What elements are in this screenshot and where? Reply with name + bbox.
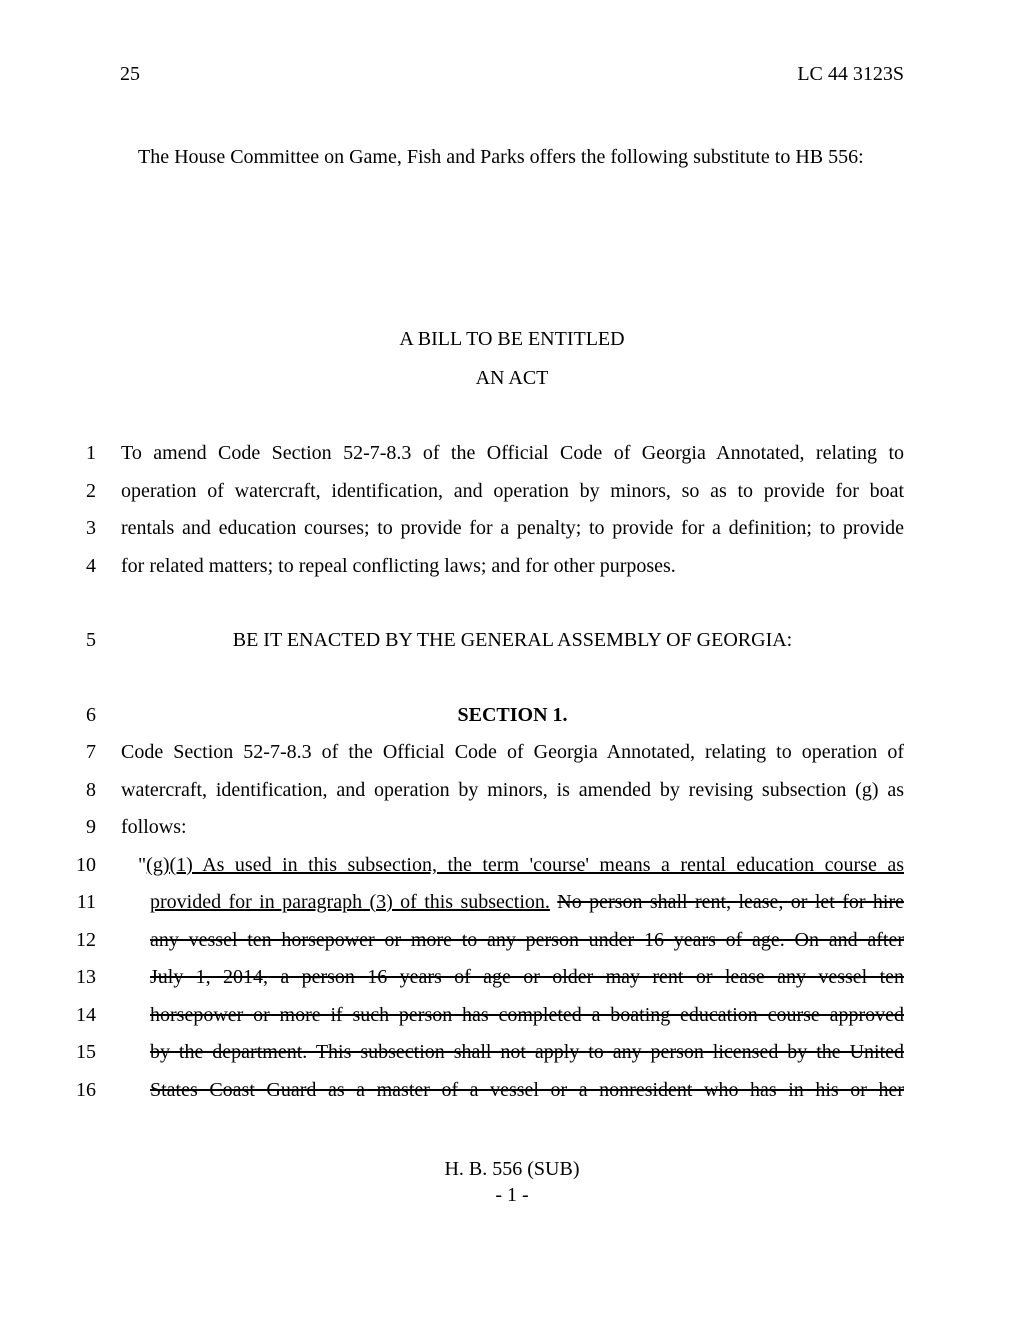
line-number: 6 <box>86 704 96 726</box>
footer-bill-number: H. B. 556 (SUB) <box>444 1158 580 1180</box>
line-number: 9 <box>86 816 96 838</box>
line-number: 3 <box>86 517 96 539</box>
line-number: 1 <box>86 442 96 464</box>
line-number: 7 <box>86 741 96 763</box>
line-number: 8 <box>86 779 96 801</box>
deleted-text: by the department. This subsection shall not apply to any person licensed by the United <box>150 1041 904 1063</box>
caption-line: operation of watercraft, identification, and operation by minors, so as to provide for boat <box>121 480 904 502</box>
line-number: 14 <box>76 1004 96 1026</box>
amendment-line <box>150 891 904 917</box>
line-number: 11 <box>76 891 96 913</box>
body-line: Code Section 52-7-8.3 of the Official Code of Georgia Annotated, relating to operation of <box>121 741 904 763</box>
inserted-text: provided for in paragraph (3) of this subsection. <box>150 891 550 913</box>
footer-page-number: - 1 - <box>495 1184 529 1206</box>
line-number: 12 <box>76 929 96 951</box>
deleted-text: July 1, 2014, a person 16 years of age or older may rent or lease any vessel ten <box>150 966 904 988</box>
line-number: 5 <box>86 629 96 651</box>
enacting-clause: BE IT ENACTED BY THE GENERAL ASSEMBLY OF GEORGIA: <box>232 629 793 651</box>
caption-line: rentals and education courses; to provide for a penalty; to provide for a definition; to provide <box>121 517 904 539</box>
deleted-text: any vessel ten horsepower or more to any person under 16 years of age. On and after <box>150 929 904 951</box>
line-number: 10 <box>76 854 96 876</box>
body-line: watercraft, identification, and operation by minors, is amended by revising subsection (g) as <box>121 779 904 801</box>
caption-line: for related matters; to repeal conflicting laws; and for other purposes. <box>121 555 676 577</box>
line-number: 13 <box>76 966 96 988</box>
page-label: 25 <box>120 63 140 85</box>
inserted-text: (g)(1) As used in this subsection, the term 'course' means a rental education course as <box>146 854 904 876</box>
line-number: 2 <box>86 480 96 502</box>
deleted-text: States Coast Guard as a master of a vessel or a nonresident who has in his or her <box>150 1079 904 1101</box>
section-heading: SECTION 1. <box>457 704 568 726</box>
bill-title: A BILL TO BE ENTITLED <box>399 328 625 350</box>
line-number: 16 <box>76 1079 96 1101</box>
document-code: LC 44 3123S <box>797 63 904 85</box>
open-quote: " <box>138 854 147 876</box>
deleted-text: horsepower or more if such person has completed a boating education course approved <box>150 1004 904 1026</box>
line-number: 4 <box>86 555 96 577</box>
act-title: AN ACT <box>475 367 549 389</box>
deleted-text: No person shall rent, lease, or let for hire <box>557 891 904 913</box>
caption-line: To amend Code Section 52-7-8.3 of the Official Code of Georgia Annotated, relating to <box>121 442 904 464</box>
committee-intro: The House Committee on Game, Fish and Parks offers the following substitute to HB 556: <box>138 146 864 168</box>
body-line: follows: <box>121 816 187 838</box>
line-number: 15 <box>76 1041 96 1063</box>
amendment-line <box>138 854 904 880</box>
